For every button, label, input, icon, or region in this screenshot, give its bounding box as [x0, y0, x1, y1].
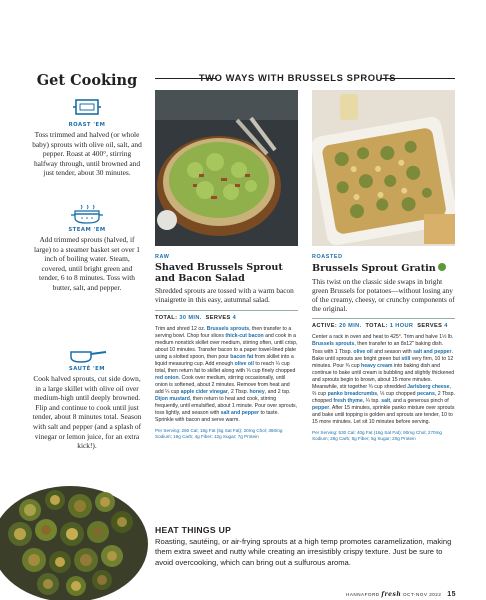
recipe-title [312, 263, 455, 275]
brussels-gratin-photo [312, 90, 455, 246]
serves-value: 4 [444, 323, 448, 330]
page-number: 15 [447, 591, 456, 598]
nutrition-info: Per Serving: 260 Cal; 18g Fat (5g Sat Fat); 20mg Chol; 360mg Sodium; 19g Carb; 4g Fiber; 12g Sugar; 7g Protein [155, 428, 283, 440]
serves-label: SERVES [417, 323, 443, 330]
recipe-time [155, 310, 298, 321]
method-text-roast: Toss trimmed and halved (or whole baby) sprouts with olive oil, salt, and pepper. Roast at 400°, stirring halfway through, until browned and just tender, about 30 minutes. [32, 130, 142, 178]
recipe-instructions: Center a rack in oven and heat to 425°. Trim and halve 1½ lb. Brussels sprouts, then transfer to an 8x12" baking dish. Toss with 1 Tbsp. olive oil and season with salt and pepper. Bake until sprouts are bright green but still very firm, 10 to 12 minutes. Pour ¾ cup heavy cream into baking dish and continue to bake until cream is bubbling and slightly thickened and sprouts begin to brown, about 15 more minutes. Meanwhile, stir together ¾ cup shredded Jarlsberg cheese, ⅔ cup panko breadcrumbs, ⅓ cup chopped pecans, 2 Tbsp. chopped fresh thyme, ¼ tsp. salt, and a generous pinch of pepper. After 15 minutes, sprinkle panko mixture over sprouts and bake until topping is golden and sprouts are tender, 10 to 15 more minutes. Let sit 10 minutes before serving. [312, 334, 455, 425]
method-saute [32, 348, 142, 451]
footer-brand: HANNAFORD [346, 592, 380, 597]
recipe-kicker: RAW [155, 254, 170, 260]
active-value: 20 MIN. [339, 323, 362, 330]
serves-label: SERVES [205, 314, 231, 321]
total-label: TOTAL: [365, 323, 388, 330]
brussels-salad-photo [155, 90, 298, 246]
method-steam [32, 205, 142, 293]
heat-title: HEAT THINGS UP [155, 525, 232, 535]
roasted-sprouts-photo [0, 472, 150, 600]
method-label-steam: STEAM 'EM [68, 227, 106, 233]
serves-value: 4 [232, 314, 237, 321]
steamer-pot-icon [70, 205, 104, 225]
time-value: 30 MIN. [179, 314, 202, 321]
recipe-time [312, 318, 455, 329]
heat-text: Roasting, sautéing, or air-frying sprouts at a high temp promotes caramelization, making them extra sweet and nutty while creating an irresistibly crispy texture. Just be sure to avoid overcooking, which can bring out a sulfurous aroma. [155, 537, 452, 567]
recipe-sprout-gratin [312, 254, 455, 442]
method-text-saute: Cook halved sprouts, cut side down, in a large skillet with olive oil over medium-high until deeply browned. Flip and continue to cook until just tender, about 8 minutes total. Season with salt and pepper (and a splash of vinegar or lemon juice, for an extra kick!). [32, 374, 142, 451]
heat-things-up-box [155, 525, 455, 568]
active-label: ACTIVE: [312, 323, 338, 330]
time-label: TOTAL: [155, 314, 178, 321]
recipe-intro: Shredded sprouts are tossed with a warm bacon vinaigrette in this easy, autumnal salad. [155, 286, 294, 305]
recipe-title-text: Brussels Sprout Gratin [312, 263, 436, 274]
recipe-intro: This twist on the classic side swaps in bright green Brussels for potatoes—without losing any of the creamy, cheesy, or crunchy components of the original. [312, 276, 455, 314]
method-roast [32, 94, 142, 178]
badge-icon [438, 263, 446, 271]
recipe-title: Shaved Brussels Sprout and Bacon Salad [155, 262, 283, 284]
total-value: 1 HOUR [389, 323, 414, 330]
method-text-steam: Add trimmed sprouts (halved, if large) to a steamer basket set over 1 inch of boiling water. Steam, covered, until bright green and tender, 6 to 8 minutes. Toss with butter, salt, and pepper. [34, 235, 140, 292]
method-label-roast: ROAST 'EM [68, 122, 106, 128]
footer-magazine: fresh [381, 591, 402, 598]
page-footer [310, 591, 456, 598]
roasting-pan-icon [72, 94, 102, 120]
sidebar-title: Get Cooking [36, 72, 138, 89]
section-title: TWO WAYS WITH BRUSSELS SPROUTS [198, 72, 397, 83]
footer-issue: OCT-NOV 2022 [402, 592, 442, 597]
recipe-shaved-salad [155, 254, 298, 441]
recipe-kicker: ROASTED [312, 254, 343, 260]
recipe-instructions: Trim and shred 12 oz. Brussels sprouts, then transfer to a serving bowl. Chop four slices thick-cut bacon and cook in a medium nonstick skillet over medium, stirring often, until crisp, about 10 minutes. Transfer bacon to a paper towel-lined plate using a slotted spoon, then pour bacon fat from skillet into a liquid measuring cup. Add enough olive oil to reach ¼ cup total, then return fat to skillet along with ⅓ cup finely chopped red onion. Cook over medium, stirring occasionally, until onion is softened, about 2 minutes. Remove from heat and add ¼ cup apple cider vinegar, 2 Tbsp. honey, and 2 tsp. Dijon mustard, then return to heat and cook, stirring frequently, until emulsified, about 1 minute. Pour over sprouts, toss lightly, and season with salt and pepper to taste. Sprinkle with bacon and serve warm. [155, 325, 298, 424]
method-label-saute: SAUTÉ 'EM [68, 366, 106, 372]
get-cooking-sidebar [32, 72, 142, 451]
skillet-icon [67, 348, 107, 364]
nutrition-info: Per Serving: 530 Cal; 40g Fat (16g Sat Fat); 90mg Chol; 270mg Sodium; 28g Carb; 6g Fiber; 5g Sugar; 20g Protein [312, 430, 442, 442]
